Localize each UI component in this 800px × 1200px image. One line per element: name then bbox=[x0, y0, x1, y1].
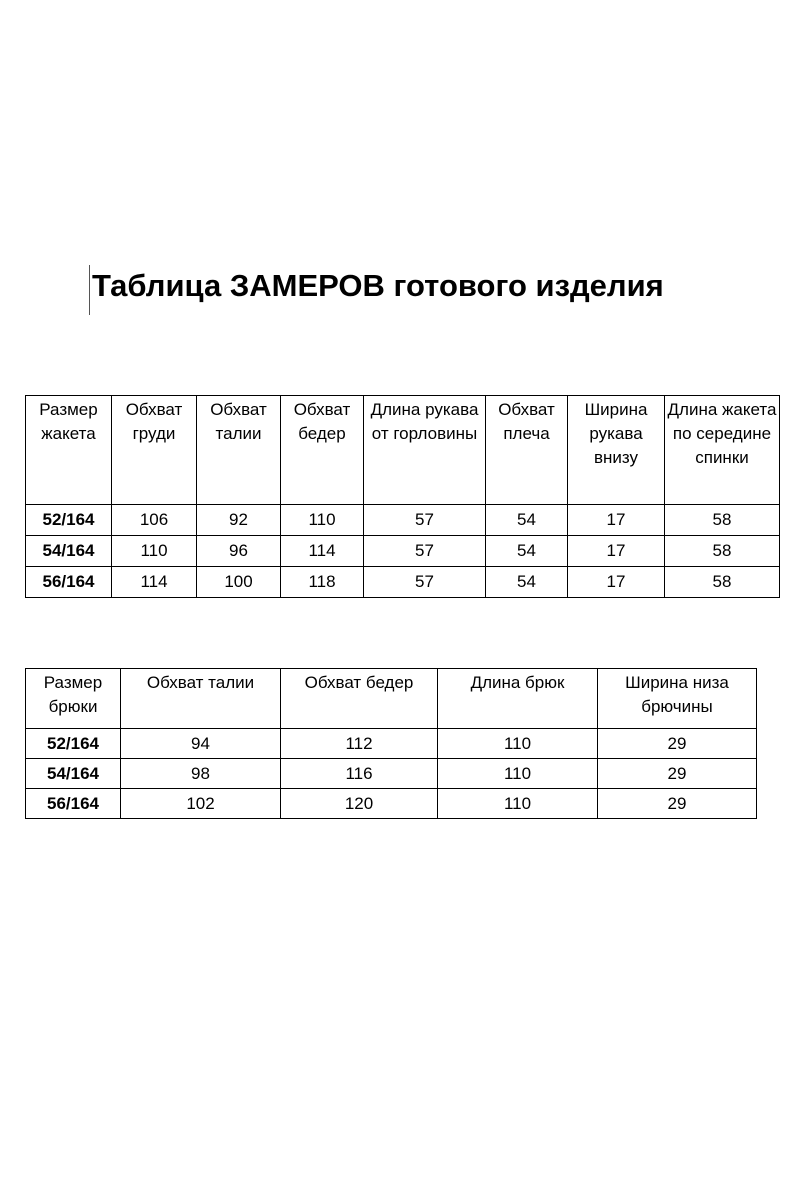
header-cell: Обхват бедер bbox=[281, 669, 438, 729]
size-cell: 56/164 bbox=[26, 789, 121, 819]
value-cell: 98 bbox=[121, 759, 281, 789]
header-cell: Обхват бедер bbox=[281, 396, 364, 505]
header-cell: Обхват талии bbox=[121, 669, 281, 729]
value-cell: 94 bbox=[121, 729, 281, 759]
size-cell: 56/164 bbox=[26, 567, 112, 598]
value-cell: 120 bbox=[281, 789, 438, 819]
header-cell: Длина рукава от горловины bbox=[364, 396, 486, 505]
value-cell: 114 bbox=[281, 536, 364, 567]
value-cell: 17 bbox=[568, 536, 665, 567]
table-row bbox=[26, 729, 757, 759]
size-cell: 52/164 bbox=[26, 505, 112, 536]
value-cell: 110 bbox=[438, 759, 598, 789]
header-cell: Размер жакета bbox=[26, 396, 112, 505]
value-cell: 114 bbox=[112, 567, 197, 598]
value-cell: 110 bbox=[112, 536, 197, 567]
size-cell: 54/164 bbox=[26, 759, 121, 789]
value-cell: 54 bbox=[486, 505, 568, 536]
value-cell: 29 bbox=[598, 759, 757, 789]
value-cell: 29 bbox=[598, 789, 757, 819]
value-cell: 57 bbox=[364, 505, 486, 536]
table-row bbox=[26, 789, 757, 819]
size-cell: 54/164 bbox=[26, 536, 112, 567]
table-row bbox=[26, 759, 757, 789]
size-cell: 52/164 bbox=[26, 729, 121, 759]
table-row bbox=[26, 536, 780, 567]
value-cell: 17 bbox=[568, 505, 665, 536]
value-cell: 112 bbox=[281, 729, 438, 759]
pants-measurements-table bbox=[25, 668, 757, 819]
value-cell: 54 bbox=[486, 567, 568, 598]
text-cursor bbox=[89, 265, 90, 315]
value-cell: 110 bbox=[438, 789, 598, 819]
header-cell: Обхват талии bbox=[197, 396, 281, 505]
table-row bbox=[26, 567, 780, 598]
header-cell: Обхват груди bbox=[112, 396, 197, 505]
header-cell: Размер брюки bbox=[26, 669, 121, 729]
value-cell: 110 bbox=[438, 729, 598, 759]
header-cell: Ширина рукава внизу bbox=[568, 396, 665, 505]
table-row bbox=[26, 505, 780, 536]
value-cell: 58 bbox=[665, 505, 780, 536]
value-cell: 17 bbox=[568, 567, 665, 598]
value-cell: 29 bbox=[598, 729, 757, 759]
value-cell: 106 bbox=[112, 505, 197, 536]
value-cell: 58 bbox=[665, 567, 780, 598]
value-cell: 116 bbox=[281, 759, 438, 789]
header-cell: Обхват плеча bbox=[486, 396, 568, 505]
value-cell: 54 bbox=[486, 536, 568, 567]
header-cell: Длина брюк bbox=[438, 669, 598, 729]
table-header-row bbox=[26, 396, 780, 505]
page-title: Таблица ЗАМЕРОВ готового изделия bbox=[92, 268, 664, 303]
header-cell: Ширина низа брючины bbox=[598, 669, 757, 729]
value-cell: 96 bbox=[197, 536, 281, 567]
value-cell: 102 bbox=[121, 789, 281, 819]
value-cell: 110 bbox=[281, 505, 364, 536]
header-cell: Длина жакета по середине спинки bbox=[665, 396, 780, 505]
value-cell: 57 bbox=[364, 567, 486, 598]
value-cell: 58 bbox=[665, 536, 780, 567]
value-cell: 100 bbox=[197, 567, 281, 598]
value-cell: 57 bbox=[364, 536, 486, 567]
table-header-row bbox=[26, 669, 757, 729]
value-cell: 92 bbox=[197, 505, 281, 536]
jacket-measurements-table bbox=[25, 395, 780, 598]
value-cell: 118 bbox=[281, 567, 364, 598]
